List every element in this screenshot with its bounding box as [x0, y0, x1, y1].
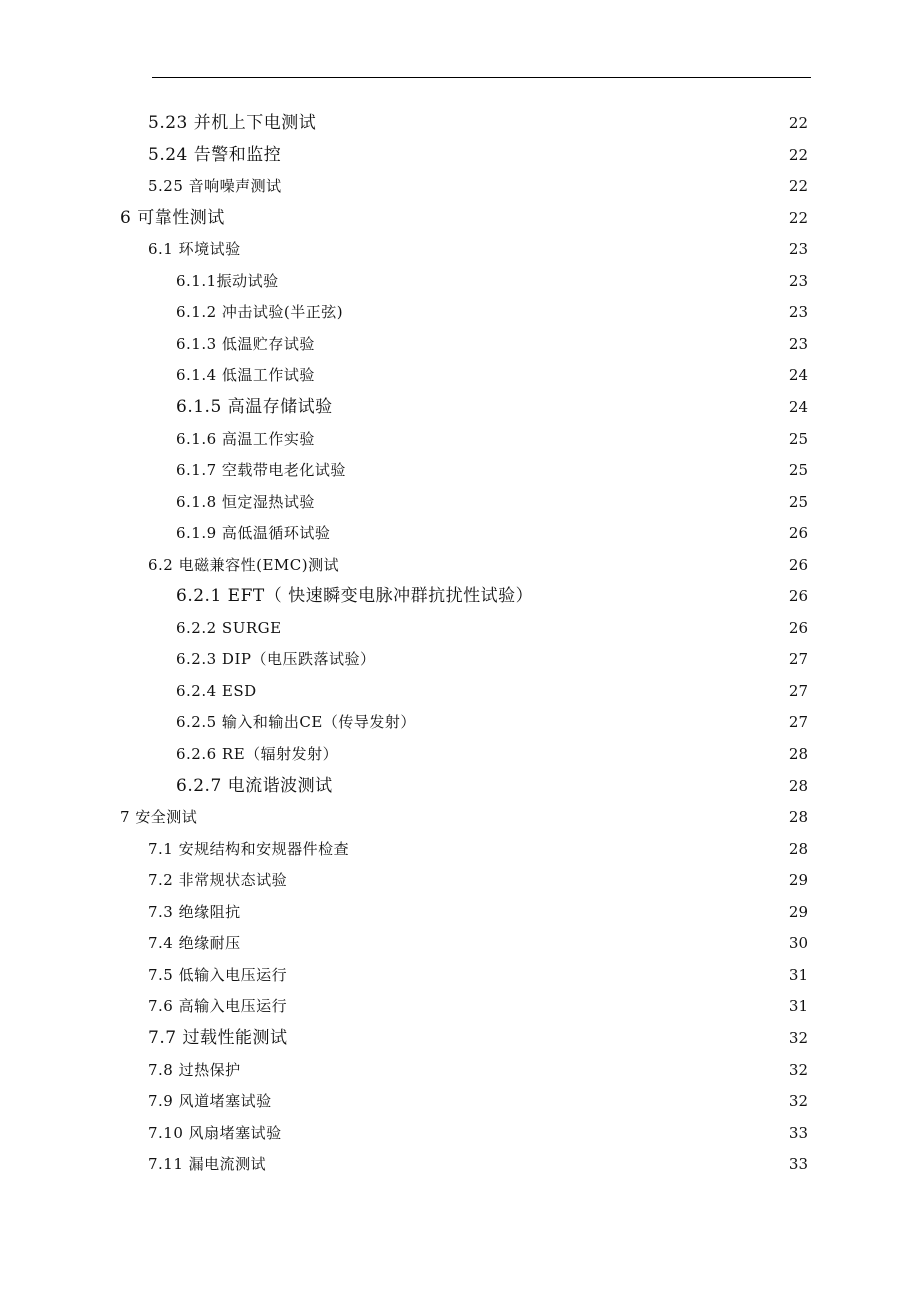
toc-entry[interactable] [0, 709, 920, 735]
toc-entry-title: 6.2.7 电流谐波测试 [176, 775, 333, 796]
toc-page-number: 28 [788, 776, 808, 795]
toc-entry-title: 6.2.1 EFT（ 快速瞬变电脉冲群抗扰性试验） [176, 586, 534, 607]
toc-entry-title: 7.9 风道堵塞试验 [148, 1092, 272, 1111]
toc-page-number: 28 [788, 745, 808, 763]
toc-page-number: 28 [788, 808, 808, 827]
toc-page-number: 25 [788, 429, 808, 448]
toc-page-number: 23 [788, 271, 808, 290]
toc-entry[interactable] [0, 930, 920, 956]
toc-entry-title: 5.25 音响噪声测试 [148, 177, 282, 196]
toc-page-number: 22 [788, 145, 808, 164]
toc-page-number: 33 [788, 1155, 808, 1174]
toc-entry-title: 7.8 过热保护 [148, 1060, 241, 1079]
toc-entry[interactable] [0, 552, 920, 578]
toc-entry-title: 7.6 高输入电压运行 [148, 997, 288, 1016]
toc-page-number: 31 [788, 965, 808, 984]
toc-page-number: 24 [788, 366, 808, 385]
toc-entry-title: 7.10 风扇堵塞试验 [148, 1123, 282, 1142]
toc-entry-title: 6.1 环境试验 [148, 240, 241, 259]
toc-page-number: 23 [788, 303, 808, 322]
toc-page-number: 22 [788, 208, 808, 227]
toc-entry-title: 6.2.2 SURGE [176, 618, 282, 637]
toc-entry[interactable] [0, 741, 920, 767]
toc-entry[interactable] [0, 205, 920, 231]
toc-entry[interactable] [0, 173, 920, 199]
toc-entry-title: 6.1.9 高低温循环试验 [176, 524, 331, 543]
toc-entry-title: 6.2.6 RE（辐射发射） [176, 745, 339, 763]
toc-page-number: 30 [788, 934, 808, 953]
toc-entry-title: 5.24 告警和监控 [148, 144, 282, 165]
toc-entry-title: 6.2 电磁兼容性(EMC)测试 [148, 555, 340, 574]
toc-entry[interactable] [0, 1151, 920, 1177]
toc-page-number: 25 [788, 492, 808, 511]
toc-page-number: 27 [788, 713, 808, 732]
toc-entry-title: 7.3 绝缘阻抗 [148, 902, 241, 921]
toc-entry[interactable] [0, 615, 920, 641]
toc-entry[interactable] [0, 236, 920, 262]
toc-entry-title: 6.1.1振动试验 [176, 271, 279, 290]
toc-entry[interactable] [0, 394, 920, 420]
toc-entry-title: 6.1.7 空载带电老化试验 [176, 461, 346, 480]
toc-entry[interactable] [0, 804, 920, 830]
toc-entry[interactable] [0, 362, 920, 388]
toc-entry[interactable] [0, 678, 920, 704]
toc-page-number: 24 [788, 397, 808, 416]
toc-entry[interactable] [0, 836, 920, 862]
toc-entry[interactable] [0, 993, 920, 1019]
toc-page-number: 32 [788, 1060, 808, 1079]
toc-entry[interactable] [0, 962, 920, 988]
toc-entry-title: 7.4 绝缘耐压 [148, 934, 241, 953]
toc-page-number: 22 [788, 114, 808, 132]
toc-entry[interactable] [0, 142, 920, 168]
toc-entry[interactable] [0, 299, 920, 325]
toc-entry-title: 6.1.2 冲击试验(半正弦) [176, 303, 344, 322]
toc-page-number: 22 [788, 177, 808, 196]
toc-entry[interactable] [0, 867, 920, 893]
toc-entry-title: 6.1.3 低温贮存试验 [176, 334, 315, 353]
toc-entry[interactable] [0, 520, 920, 546]
toc-entry[interactable] [0, 426, 920, 452]
toc-entry[interactable] [0, 773, 920, 799]
toc-page-number: 25 [788, 461, 808, 480]
toc-entry-title: 6.2.4 ESD [176, 681, 257, 700]
toc-page-number: 29 [788, 871, 808, 890]
toc-page-number: 27 [788, 650, 808, 669]
toc-entry[interactable] [0, 110, 920, 136]
toc-page-number: 23 [788, 240, 808, 259]
toc-page-number: 29 [788, 902, 808, 921]
toc-entry-title: 7.11 漏电流测试 [148, 1155, 267, 1174]
toc-entry-title: 6.1.8 恒定湿热试验 [176, 492, 315, 511]
toc-page-number: 31 [788, 997, 808, 1016]
toc-entry-title: 6.1.6 高温工作实验 [176, 429, 315, 448]
toc-page-number: 26 [788, 618, 808, 637]
toc-page-number: 33 [788, 1123, 808, 1142]
toc-entry-title: 6.2.5 输入和输出CE（传导发射） [176, 713, 416, 732]
toc-entry-title: 7.1 安规结构和安规器件检查 [148, 839, 350, 858]
toc-page-number: 26 [788, 587, 808, 606]
toc-entry[interactable] [0, 457, 920, 483]
toc-entry[interactable] [0, 1088, 920, 1114]
toc-page-number: 28 [788, 839, 808, 858]
toc-page-number: 32 [788, 1028, 808, 1047]
toc-page-number: 27 [788, 681, 808, 700]
toc-entry[interactable] [0, 1057, 920, 1083]
toc-page-number: 32 [788, 1092, 808, 1111]
toc-entry[interactable] [0, 489, 920, 515]
toc-entry[interactable] [0, 1120, 920, 1146]
toc-entry-title: 6 可靠性测试 [120, 207, 225, 228]
toc-entry-title: 6.1.5 高温存储试验 [176, 396, 333, 417]
toc-page-number: 26 [788, 524, 808, 543]
toc-entry-title: 7.7 过载性能测试 [148, 1027, 288, 1048]
toc-entry[interactable] [0, 268, 920, 294]
toc-entry-title: 6.2.3 DIP（电压跌落试验） [176, 650, 376, 669]
toc-entry[interactable] [0, 1025, 920, 1051]
toc-page-number: 23 [788, 334, 808, 353]
toc-page-number: 26 [788, 555, 808, 574]
toc-entry[interactable] [0, 646, 920, 672]
toc-entry-title: 7.5 低输入电压运行 [148, 965, 288, 984]
toc-entry-title: 7.2 非常规状态试验 [148, 871, 288, 890]
toc-entry-title: 5.23 并机上下电测试 [148, 113, 317, 133]
toc-entry[interactable] [0, 899, 920, 925]
toc-entry[interactable] [0, 331, 920, 357]
toc-entry-title: 6.1.4 低温工作试验 [176, 366, 315, 385]
toc-entry[interactable] [0, 583, 920, 609]
toc-entry-title: 7 安全测试 [120, 808, 198, 827]
